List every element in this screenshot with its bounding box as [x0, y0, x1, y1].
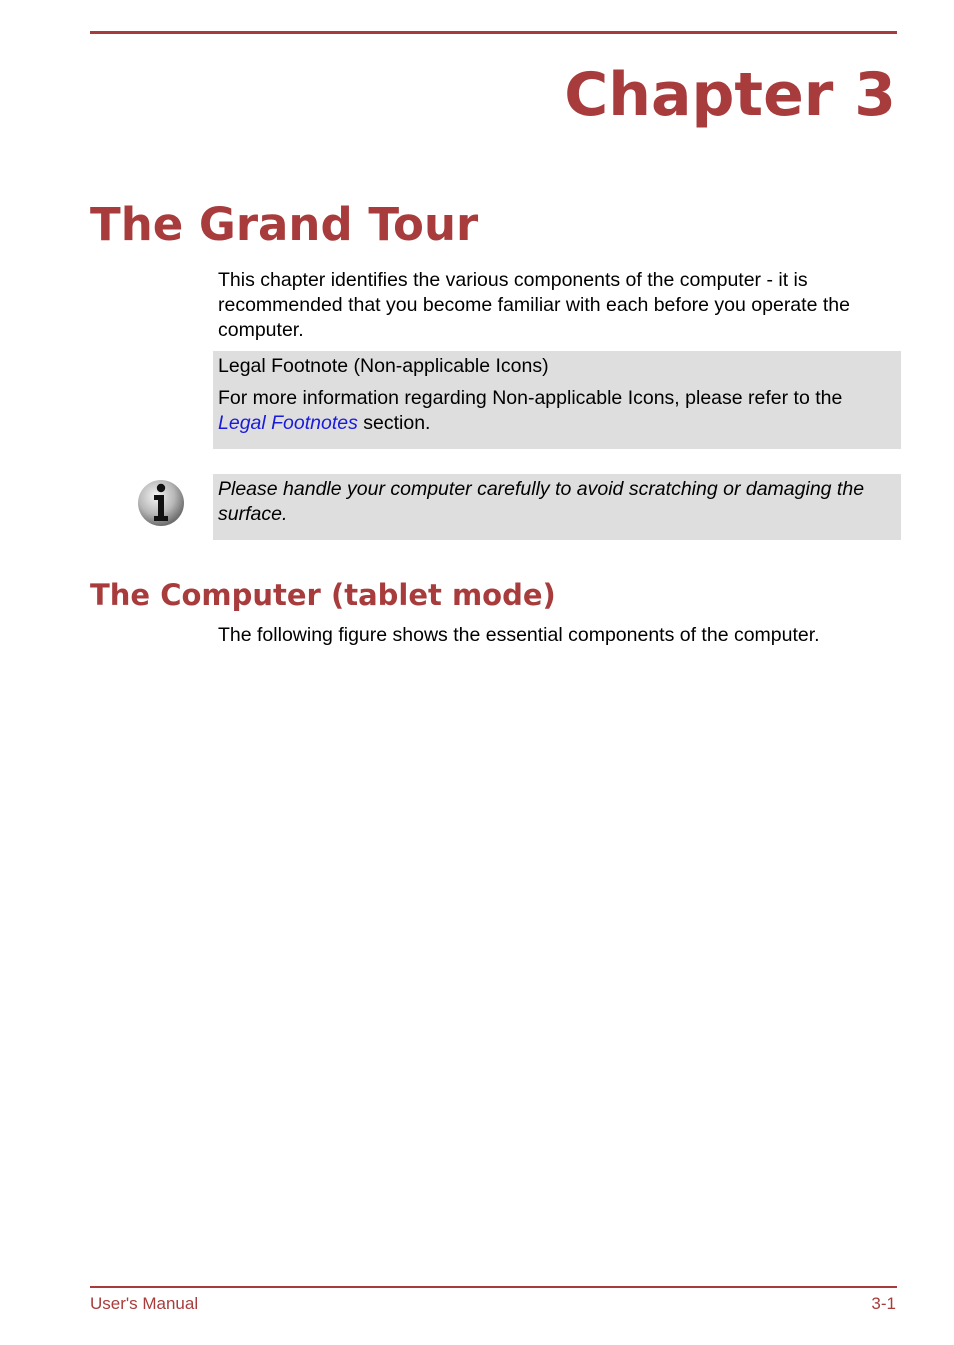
legal-footnotes-link[interactable]: Legal Footnotes [218, 412, 358, 434]
section-title: The Grand Tour [90, 198, 479, 251]
chapter-title: Chapter 3 [564, 60, 896, 130]
subsection-title: The Computer (tablet mode) [90, 578, 556, 612]
subsection-text: The following figure shows the essential components of the computer. [218, 624, 820, 646]
footer-manual-label: User's Manual [90, 1294, 199, 1313]
footer-page-number: 3-1 [871, 1294, 896, 1313]
legal-footnote-title: Legal Footnote (Non-applicable Icons) [218, 355, 549, 377]
legal-footnote-box [213, 351, 901, 449]
legal-footnote-suffix: section. [357, 412, 431, 434]
bottom-rule [90, 1286, 897, 1288]
top-rule [90, 31, 897, 34]
legal-footnote-body [218, 386, 893, 436]
intro-paragraph: This chapter identifies the various components of the computer - it is recommended that you become familiar with each before you operate the computer. [218, 269, 850, 341]
info-note-text: Please handle your computer carefully to avoid scratching or damaging the surface. [218, 478, 865, 525]
legal-footnote-prefix: For more information regarding Non-applicable Icons, please refer to the [218, 387, 843, 409]
info-icon [136, 478, 186, 528]
info-note-box [213, 474, 901, 540]
